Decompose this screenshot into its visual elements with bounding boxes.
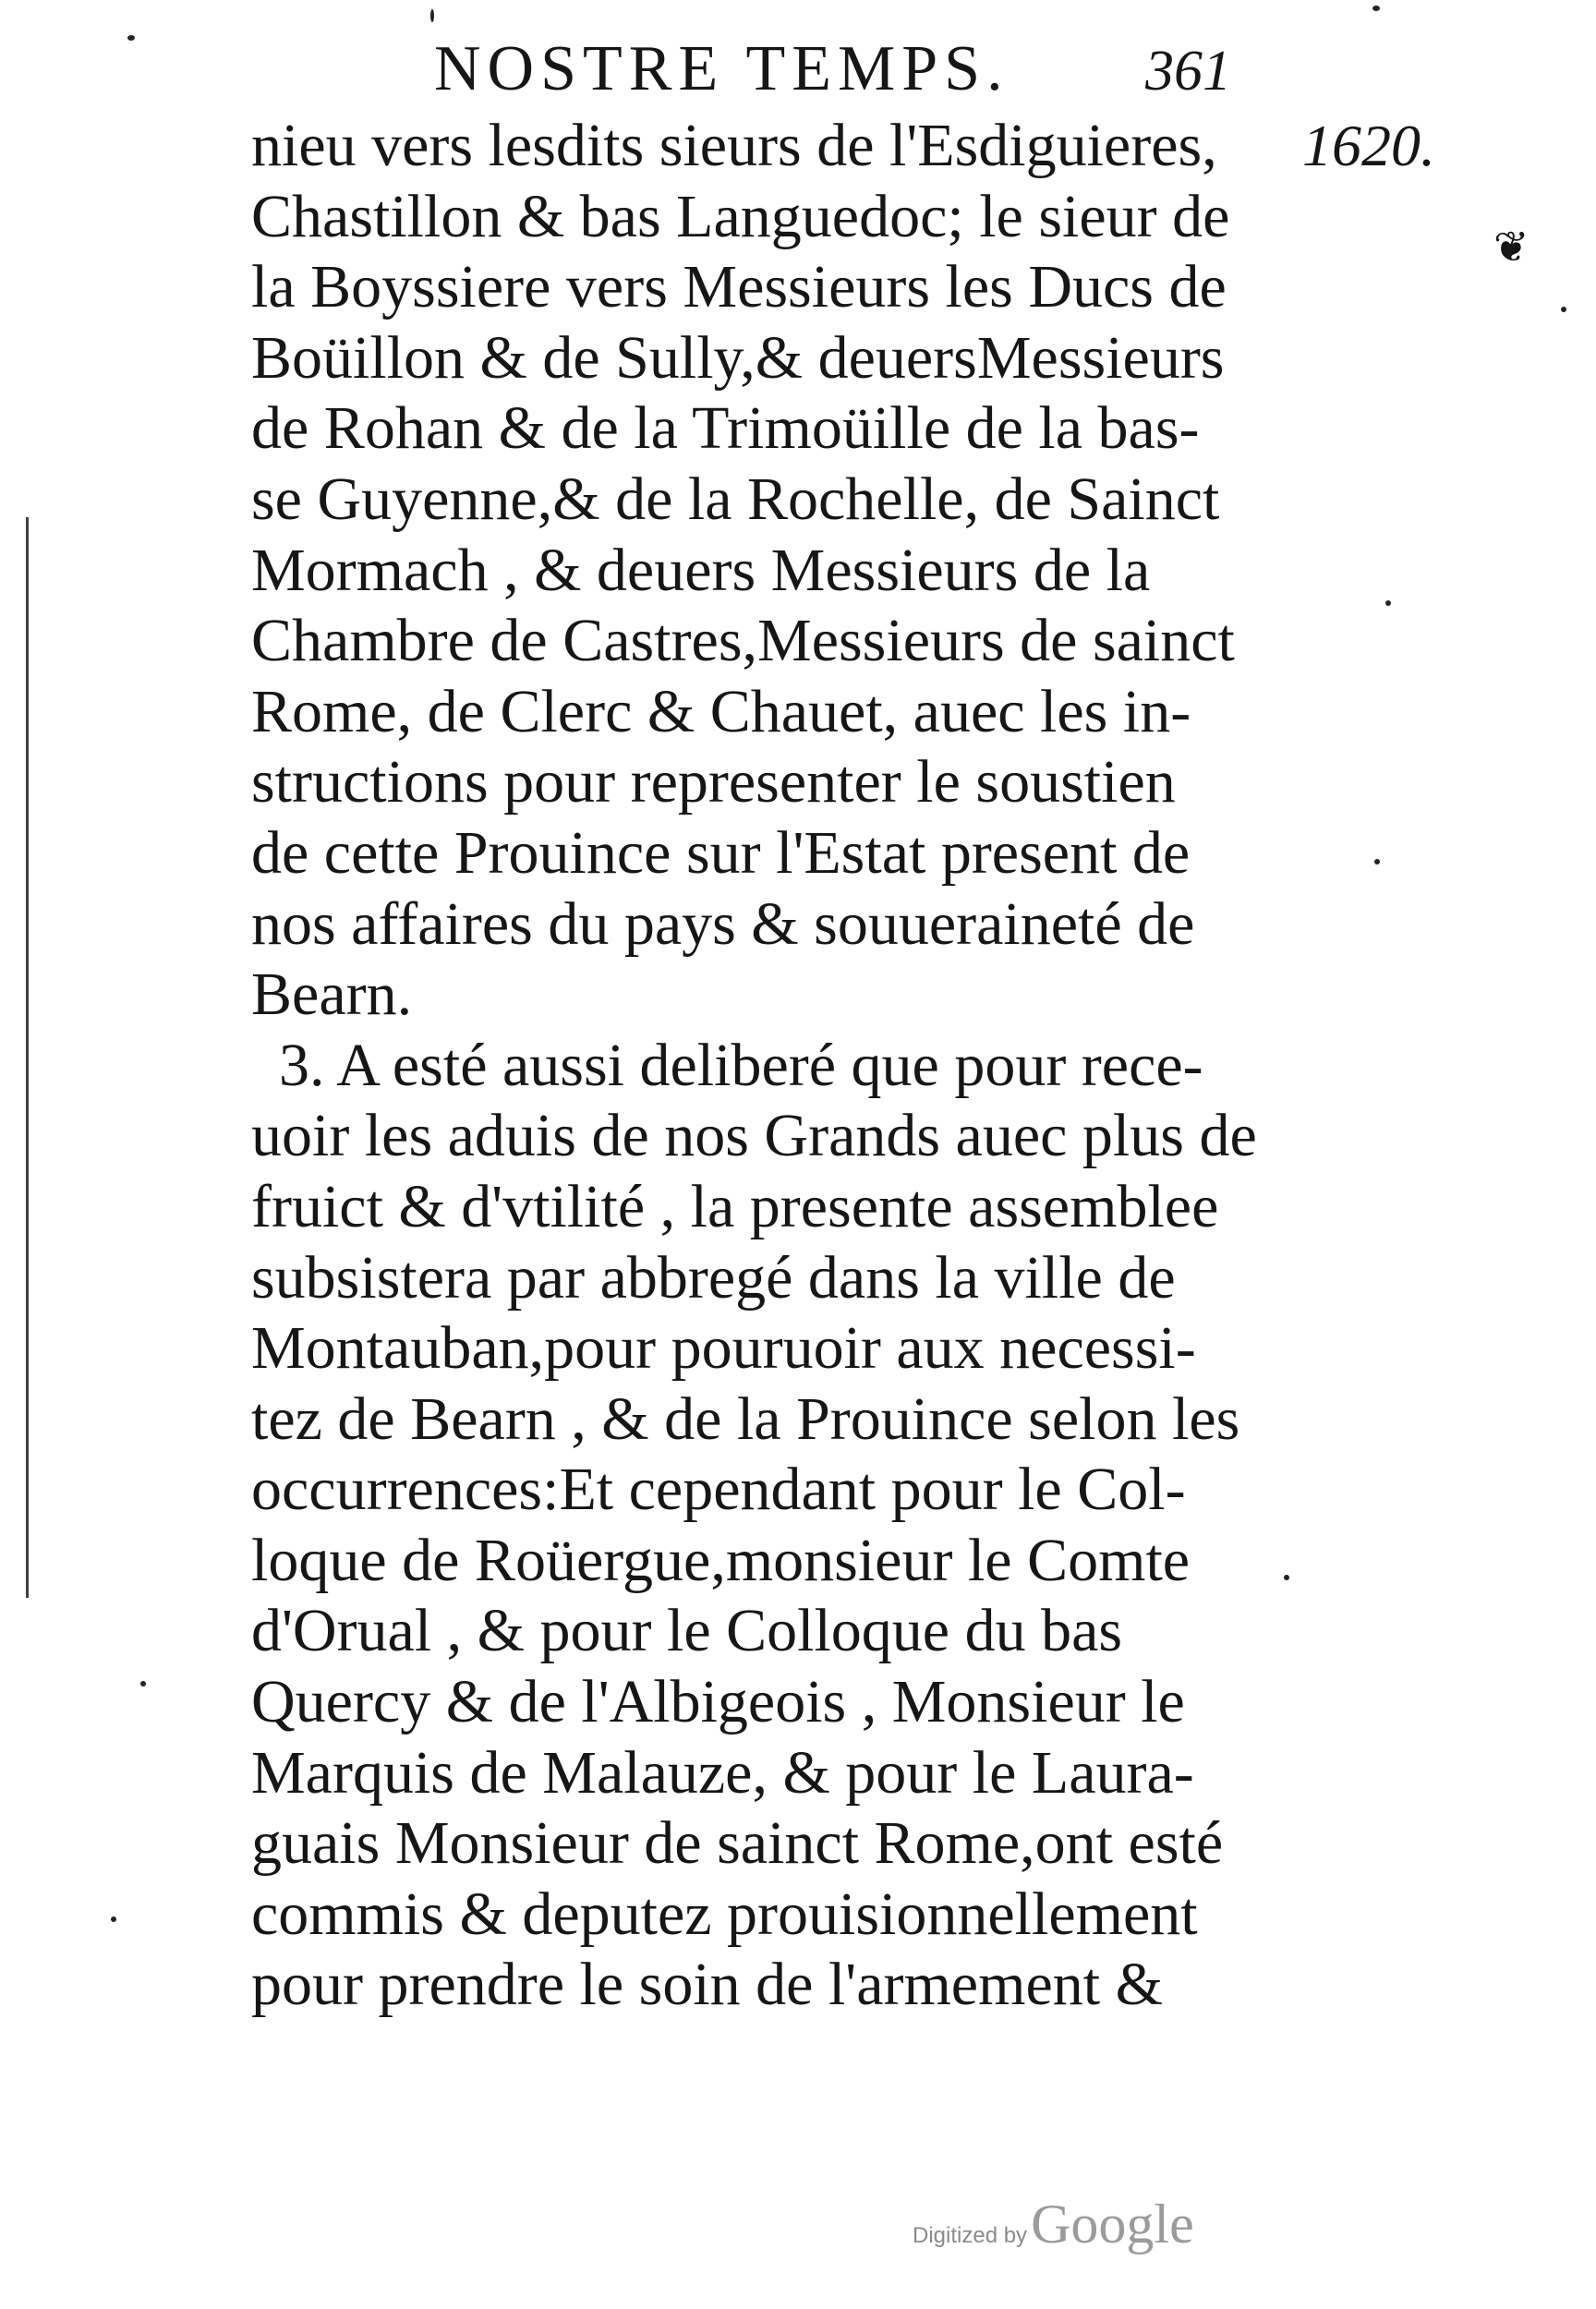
fleuron-ornament: ❦ — [1493, 224, 1530, 271]
ink-speck — [1372, 6, 1380, 11]
page-number: 361 — [1145, 40, 1231, 103]
digitized-watermark — [913, 2193, 1194, 2256]
margin-year: 1620. — [1302, 113, 1435, 178]
paragraph-start-line: 3. A esté aussi deliberé que pour rece- — [279, 1031, 1203, 1099]
text-line: d'Orual , & pour le Colloque du bas — [251, 1597, 1123, 1665]
ink-speck — [1385, 600, 1391, 606]
text-line: nos affaires du pays & souueraineté de — [251, 889, 1195, 958]
running-head: NOSTRE TEMPS. — [434, 33, 1010, 104]
text-line: Montauban,pour pouruoir aux necessi- — [251, 1314, 1196, 1383]
text-line: Bearn. — [251, 961, 413, 1029]
text-line: Rome, de Clerc & Chauet, auec les in- — [251, 677, 1191, 745]
ink-speck — [430, 9, 434, 22]
text-line: guais Monsieur de sainct Rome,ont esté — [251, 1809, 1224, 1878]
text-line: commis & deputez prouisionnellement — [251, 1880, 1198, 1948]
text-line: fruict & d'vtilité , la presente assemblee — [251, 1172, 1219, 1240]
body-text — [251, 111, 1267, 2021]
text-line: pour prendre le soin de l'armement & — [251, 1951, 1163, 2019]
ink-speck — [127, 35, 135, 41]
text-line: tez de Bearn , & de la Prouince selon les — [251, 1384, 1240, 1453]
text-line: subsistera par abbregé dans la ville de — [251, 1243, 1176, 1312]
ink-speck — [1374, 859, 1380, 864]
text-line: loque de Roüergue,monsieur le Comte — [251, 1526, 1191, 1594]
ink-speck — [1284, 1575, 1289, 1580]
digitized-label: Digitized by — [913, 2223, 1028, 2248]
text-line: uoir les aduis de nos Grands auec plus de — [251, 1102, 1257, 1170]
ink-speck — [140, 1681, 146, 1686]
text-line: la Boyssiere vers Messieurs les Ducs de — [251, 253, 1227, 321]
google-logo: Google — [1031, 2194, 1194, 2255]
text-line: structions pour representer le soustien — [251, 748, 1176, 816]
text-line: de cette Prouince sur l'Estat present de — [251, 818, 1191, 887]
text-line: Quercy & de l'Albigeois , Monsieur le — [251, 1668, 1185, 1736]
text-line: se Guyenne,& de la Rochelle, de Sainct — [251, 465, 1220, 533]
text-line: Marquis de Malauze, & pour le Laura- — [251, 1738, 1194, 1807]
text-line: Boüillon & de Sully,& deuersMessieurs — [251, 323, 1225, 392]
text-line: Chambre de Castres,Messieurs de sainct — [251, 607, 1235, 675]
ink-speck — [111, 1916, 116, 1922]
text-line: occurrences:Et cependant pour le Col- — [251, 1456, 1186, 1524]
text-line: Mormach , & deuers Messieurs de la — [251, 536, 1151, 604]
text-line: nieu vers lesdits sieurs de l'Esdiguieres, — [251, 112, 1217, 179]
text-line: de Rohan & de la Trimoüille de la bas- — [251, 394, 1200, 463]
ink-speck — [1561, 307, 1566, 312]
text-line: Chastillon & bas Languedoc; le sieur de — [251, 182, 1230, 250]
gutter-shadow — [26, 517, 29, 1598]
